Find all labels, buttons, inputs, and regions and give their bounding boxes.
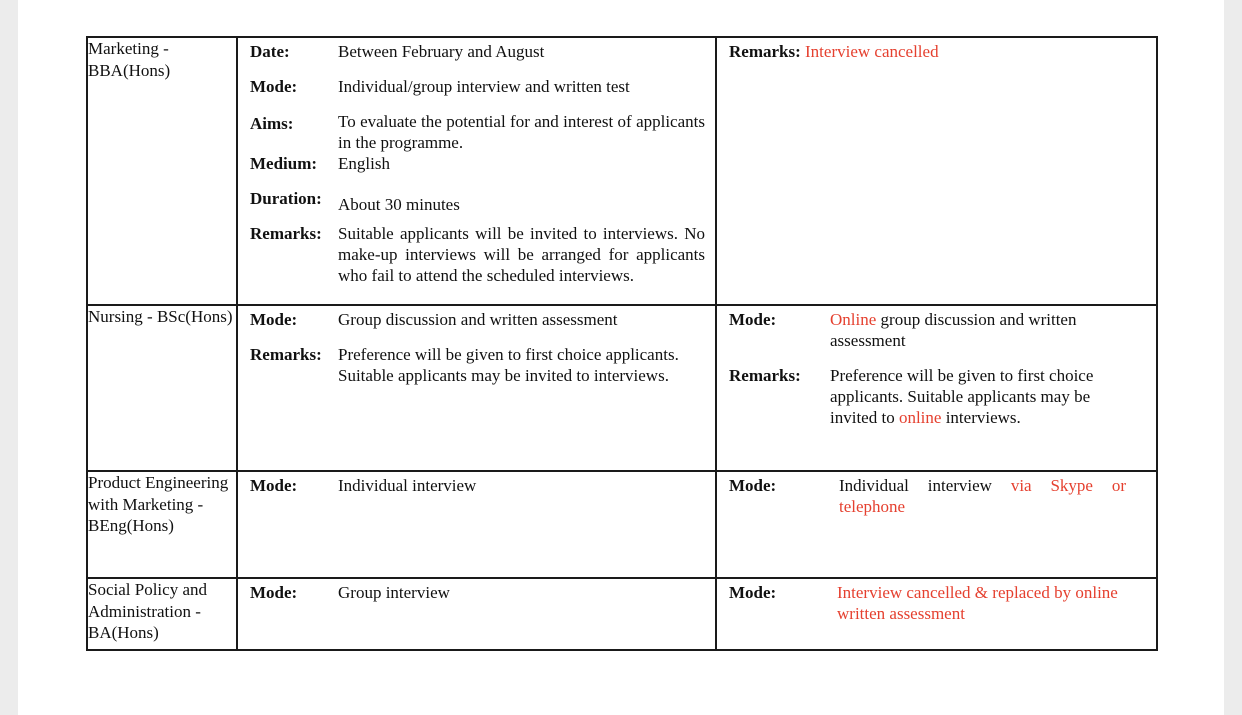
arrangement-list (250, 475, 705, 496)
field-value: Individual/group interview and written test (338, 77, 630, 96)
document-page (18, 0, 1224, 715)
original-arrangement-cell (237, 305, 716, 471)
programme-name: Product Engineering with Marketing - BEng(Hons) (88, 473, 229, 535)
original-arrangement-cell (237, 471, 716, 578)
arrangement-list (250, 582, 705, 603)
table-row (87, 578, 1157, 650)
highlight-text: Online (830, 310, 877, 329)
admission-table (86, 36, 1158, 651)
programme-name: Nursing - BSc(Hons) (88, 307, 233, 326)
field-value: Between February and August (338, 42, 545, 61)
programme-cell (87, 305, 237, 471)
field-label: Duration: (250, 189, 322, 208)
original-arrangement-cell (237, 578, 716, 650)
arrangement-item (250, 309, 705, 344)
field-value: Suitable applicants will be invited to interviews. No make-up interviews will be arranged for applicants who fail to attend the scheduled interviews. (338, 224, 705, 285)
arrangement-item (250, 111, 705, 153)
updated-remarks (729, 41, 1146, 62)
arrangement-list (250, 309, 705, 386)
field-value: group discussion and written assessment (830, 310, 1077, 350)
arrangement-list (729, 309, 1126, 428)
programme-name: Social Policy and Administration - BA(Hons) (88, 580, 207, 642)
field-label: Date: (250, 42, 290, 61)
arrangement-item (250, 475, 705, 496)
field-value: Individual interview (338, 476, 477, 495)
arrangement-item (729, 365, 1126, 428)
arrangement-item (250, 223, 705, 286)
field-label: Aims: (250, 114, 294, 133)
highlight-text: Interview cancelled & replaced by online written assessment (837, 583, 1118, 623)
field-label: Mode: (250, 310, 298, 329)
arrangement-list (729, 582, 1146, 624)
field-label: Mode: (729, 476, 777, 495)
arrangement-item (250, 41, 705, 76)
arrangement-item (250, 188, 705, 223)
field-label: Remarks: (250, 345, 322, 364)
field-value: Preference will be given to first choice applicants. Suitable applicants may be invited to interviews. (338, 345, 679, 385)
field-value: Group interview (338, 583, 450, 602)
updated-arrangement-cell (716, 471, 1157, 578)
table-row (87, 37, 1157, 305)
arrangement-item (729, 475, 1126, 517)
programme-cell (87, 471, 237, 578)
field-value: English (338, 154, 390, 173)
field-value: Preference will be given to first choice applicants. Suitable applicants may be invited to (830, 366, 1094, 427)
field-value: About 30 minutes (338, 195, 460, 214)
arrangement-item (729, 309, 1126, 365)
field-value: Group discussion and written assessment (338, 310, 618, 329)
highlight-text: online (898, 408, 942, 427)
arrangement-list (250, 41, 705, 286)
arrangement-item (250, 153, 705, 188)
field-value: To evaluate the potential for and interest of applicants in the programme. (338, 112, 705, 152)
arrangement-item (729, 582, 1146, 624)
field-label: Mode: (729, 310, 777, 329)
field-label: Mode: (250, 476, 298, 495)
programme-name: Marketing - BBA(Hons) (88, 39, 171, 80)
highlight-text: via Skype or telephone (839, 476, 1126, 516)
field-label: Mode: (729, 583, 777, 602)
arrangement-item (250, 76, 705, 111)
field-label: Mode: (250, 583, 298, 602)
original-arrangement-cell (237, 37, 716, 305)
arrangement-item (250, 582, 705, 603)
field-value: Interview cancelled (805, 42, 939, 61)
table-row (87, 471, 1157, 578)
arrangement-list (729, 475, 1126, 517)
updated-arrangement-cell (716, 578, 1157, 650)
table-row (87, 305, 1157, 471)
updated-arrangement-cell (716, 305, 1157, 471)
field-value-end: interviews. (941, 408, 1021, 427)
updated-arrangement-cell (716, 37, 1157, 305)
field-value: Individual interview (839, 476, 1011, 495)
programme-cell (87, 578, 237, 650)
arrangement-item (250, 344, 705, 386)
field-label: Remarks: (250, 224, 322, 243)
field-label: Mode: (250, 77, 298, 96)
field-label: Remarks: (729, 366, 801, 385)
field-label: Medium: (250, 154, 318, 173)
programme-cell (87, 37, 237, 305)
field-label: Remarks: (729, 42, 801, 61)
